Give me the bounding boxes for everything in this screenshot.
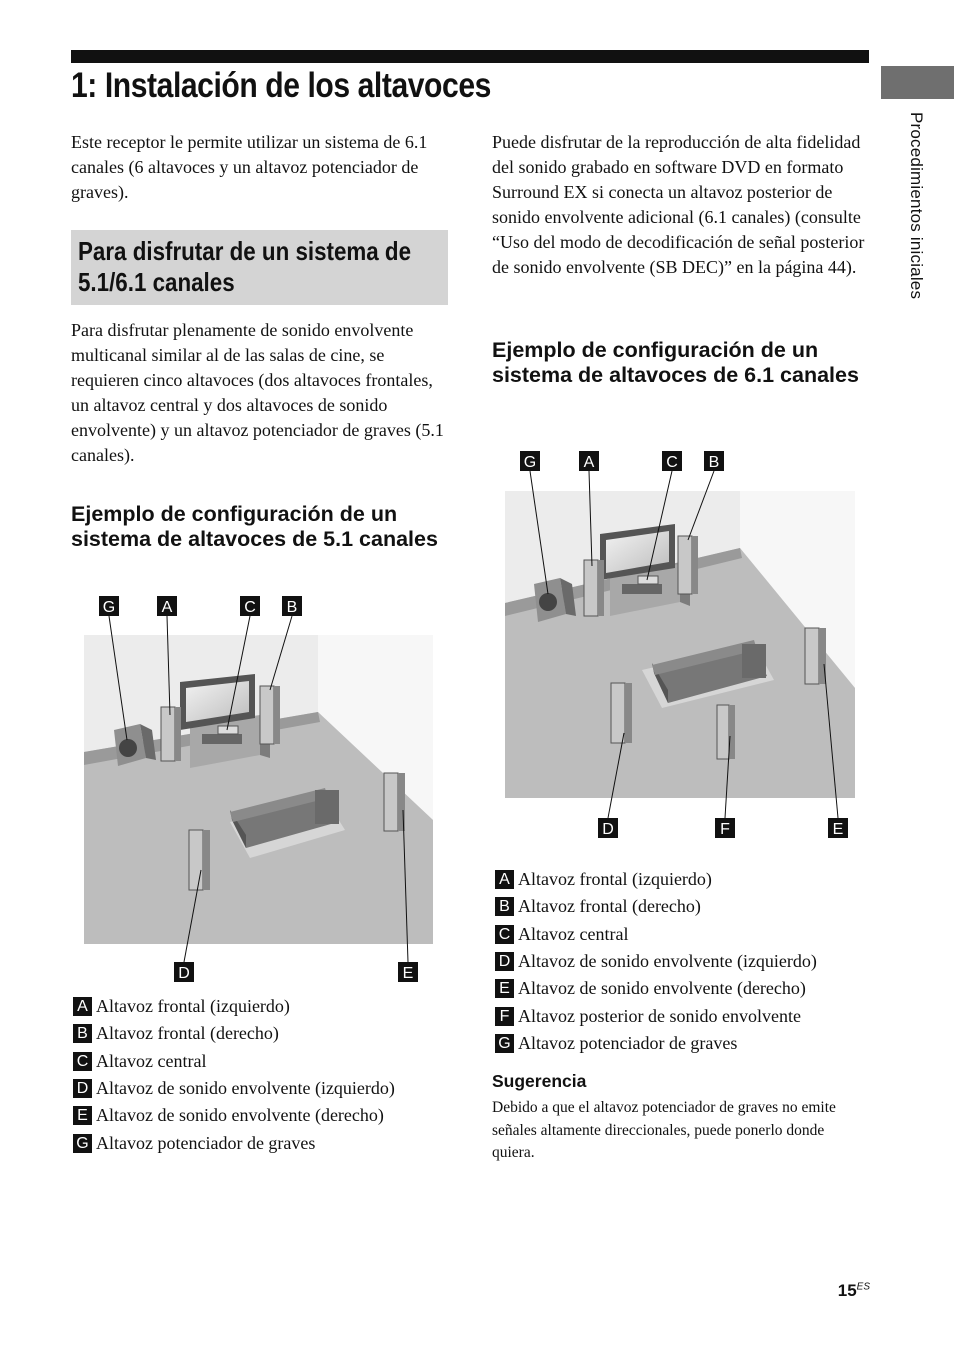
svg-text:A: A — [161, 599, 173, 616]
callout-f — [715, 818, 735, 838]
svg-text:G: G — [102, 599, 116, 616]
svg-text:E: E — [402, 965, 414, 982]
svg-text:E: E — [832, 821, 844, 838]
callout-c — [240, 596, 260, 616]
surround-back-speaker-f — [717, 705, 735, 759]
list-item: C Altavoz central — [495, 921, 885, 948]
section-tab-marker — [881, 66, 954, 99]
callout-a — [157, 596, 177, 616]
list-item: D Altavoz de sonido envolvente (izquierdo) — [73, 1075, 463, 1102]
callout-e — [398, 962, 418, 982]
list-item: G Altavoz potenciador de graves — [495, 1030, 885, 1057]
svg-text:B: B — [286, 599, 298, 616]
callout-a — [579, 451, 599, 471]
surround-left-speaker-d — [189, 830, 210, 890]
list-item: D Altavoz de sonido envolvente (izquierdo) — [495, 948, 885, 975]
list-item: G Altavoz potenciador de graves — [73, 1129, 463, 1156]
example-51-heading: Ejemplo de configuración de un sistema de altavoces de 5.1 canales — [71, 502, 438, 551]
svg-text:D: D — [602, 821, 614, 838]
svg-text:G: G — [523, 454, 537, 471]
front-right-speaker-b — [678, 536, 698, 594]
callout-d — [598, 818, 618, 838]
list-item: E Altavoz de sonido envolvente (derecho) — [73, 1102, 463, 1129]
section-heading: Para disfrutar de un sistema de 5.1/6.1 canales — [78, 236, 412, 297]
callout-c — [662, 451, 682, 471]
list-item: C Altavoz central — [73, 1048, 463, 1075]
speaker-diagram-61 — [492, 448, 862, 843]
list-item: B Altavoz frontal (derecho) — [73, 1020, 463, 1047]
callout-g — [520, 451, 540, 471]
example-61-heading: Ejemplo de configuración de un sistema de altavoces de 6.1 canales — [492, 338, 859, 387]
page-title: 1: Instalación de los altavoces — [71, 66, 491, 105]
surround-right-speaker-e — [384, 773, 405, 831]
list-item: A Altavoz frontal (izquierdo) — [73, 993, 463, 1020]
callout-g — [99, 596, 119, 616]
list-item: E Altavoz de sonido envolvente (derecho) — [495, 975, 885, 1002]
section-paragraph: Para disfrutar plenamente de sonido envolvente multicanal similar al de las salas de cine, se requieren cinco altavoces (dos altavoces frontales, un altavoz central y dos altavoces de sonido envolvente) y un altavoz potenciador de graves (5.1 canales). — [71, 320, 444, 465]
list-item: A Altavoz frontal (izquierdo) — [495, 866, 885, 893]
callout-d — [174, 962, 194, 982]
section-heading-box — [71, 230, 448, 305]
front-left-speaker-a — [161, 707, 181, 761]
callout-b — [704, 451, 724, 471]
legend-61 — [495, 866, 885, 1057]
svg-text:F: F — [720, 821, 730, 838]
right-paragraph: Puede disfrutar de la reproducción de alta fidelidad del sonido grabado en software DVD en formato Surround EX si conecta un altavoz posterior de sonido envolvente adicional (6.1 canales) (consulte “Uso del modo de decodificación de señal posterior de sonido envolvente (SB DEC)” en la página 44). — [492, 132, 865, 277]
svg-text:B: B — [708, 454, 720, 471]
list-item: F Altavoz posterior de sonido envolvente — [495, 1002, 885, 1029]
svg-text:D: D — [178, 965, 190, 982]
intro-paragraph: Este receptor le permite utilizar un sistema de 6.1 canales (6 altavoces y un altavoz potenciador de graves). — [71, 132, 428, 202]
list-item: B Altavoz frontal (derecho) — [495, 893, 885, 920]
speaker-diagram-51 — [70, 590, 440, 990]
tip-text: Debido a que el altavoz potenciador de graves no emite señales altamente direccionales, puede ponerlo donde quiera. — [492, 1099, 836, 1161]
section-tab-label: Procedimientos iniciales — [907, 112, 926, 300]
front-left-speaker-a — [584, 560, 604, 616]
svg-text:C: C — [666, 454, 678, 471]
svg-text:A: A — [583, 454, 595, 471]
legend-51 — [73, 993, 463, 1157]
tip-title: Sugerencia — [492, 1071, 587, 1091]
page-number: $15^{ES}$ — [837, 1281, 870, 1300]
front-right-speaker-b — [260, 686, 280, 744]
callout-b — [282, 596, 302, 616]
callout-e — [828, 818, 848, 838]
surround-right-speaker-e — [805, 628, 826, 684]
top-rule — [71, 50, 869, 63]
surround-left-speaker-d — [611, 683, 632, 743]
svg-text:C: C — [244, 599, 256, 616]
